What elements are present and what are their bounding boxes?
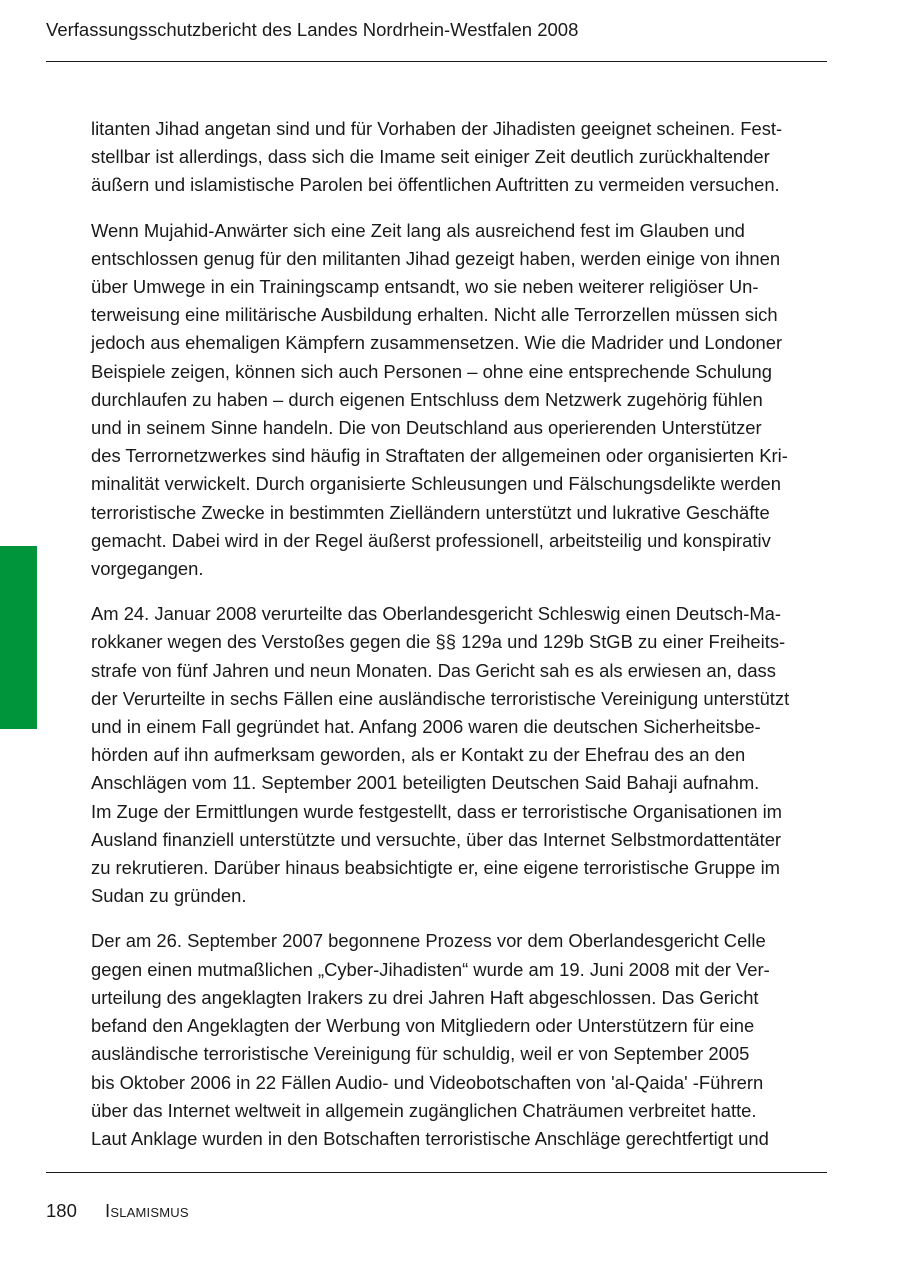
paragraph: litanten Jihad angetan sind und für Vorhaben der Jihadisten geeignet scheinen. Fest- stellbar ist allerdings, dass sich die Imame seit einiger Zeit deutlich zurückhaltender äußern und islamistische Parolen bei öffentlichen Auftritten zu vermeiden versuchen. [91,118,783,196]
footer-divider [46,1172,827,1173]
page-number: 180 [46,1200,77,1221]
running-header: Verfassungsschutzbericht des Landes Nordrhein-Westfalen 2008 [46,19,579,40]
paragraph: Am 24. Januar 2008 verurteilte das Oberlandesgericht Schleswig einen Deutsch-Ma- rokkaner wegen des Verstoßes gegen die §§ 129a und 129b StGB zu einer Freiheits- strafe von fünf Jahren und neun Monaten. Das Gericht sah es als erwiesen an, dass der Verurteilte in sechs Fällen eine ausländische terroristische Vereinigung unterstützt und in einem Fall gegründet hat. Anfang 2006 waren die deutschen Sicherheitsbe- hörden auf ihn aufmerksam geworden, als er Kontakt zu der Ehefrau des an den Anschlägen vom 11. September 2001 beteiligten Deutschen Said Bahaji aufnahm. Im Zuge der Ermittlungen wurde festgestellt, dass er terroristische Organisationen im Ausland finanziell unterstützte und versuchte, über das Internet Selbstmordattentäter zu rekrutieren. Darüber hinaus beabsichtigte er, eine eigene terroristische Gruppe im Sudan zu gründen. [91,603,790,907]
body-text [91,115,825,1170]
paragraph: Der am 26. September 2007 begonnene Prozess vor dem Oberlandesgericht Celle gegen einen mutmaßlichen „Cyber-Jihadisten“ wurde am 19. Juni 2008 mit der Ver- urteilung des angeklagten Irakers zu drei Jahren Haft abgeschlossen. Das Gericht befand den Angeklagten der Werbung von Mitgliedern oder Unterstützern für eine ausländische terroristische Vereinigung für schuldig, weil er von September 2005 bis Oktober 2006 in 22 Fällen Audio- und Videobotschaften von 'al-Qaida' -Führern über das Internet weltweit in allgemein zugänglichen Chaträumen verbreitet hatte. Laut Anklage wurden in den Botschaften terroristische Anschläge gerechtfertigt und [91,930,770,1149]
paragraph: Wenn Mujahid-Anwärter sich eine Zeit lang als ausreichend fest im Glauben und entschlossen genug für den militanten Jihad gezeigt haben, werden einige von ihnen über Umwege in ein Trainingscamp entsandt, wo sie neben weiterer religiöser Un- terweisung eine militärische Ausbildung erhalten. Nicht alle Terrorzellen müssen sich jedoch aus ehemaligen Kämpfern zusammensetzen. Wie die Madrider und Londoner Beispiele zeigen, können sich auch Personen – ohne eine entsprechende Schulung durchlaufen zu haben – durch eigenen Entschluss dem Netzwerk zugehörig fühlen und in seinem Sinne handeln. Die von Deutschland aus operierenden Unterstützer des Terrornetzwerkes sind häufig in Straftaten der allgemeinen oder organisierten Kri- minalität verwickelt. Durch organisierte Schleusungen und Fälschungsdelikte werden terroristische Zwecke in bestimmten Zielländern unterstützt und lukrative Geschäfte gemacht. Dabei wird in der Regel äußerst professionell, arbeitsteilig und konspirativ vorgegangen. [91,219,788,580]
section-color-tab [0,546,37,729]
header-divider [46,61,827,62]
section-label: Islamismus [105,1200,189,1221]
